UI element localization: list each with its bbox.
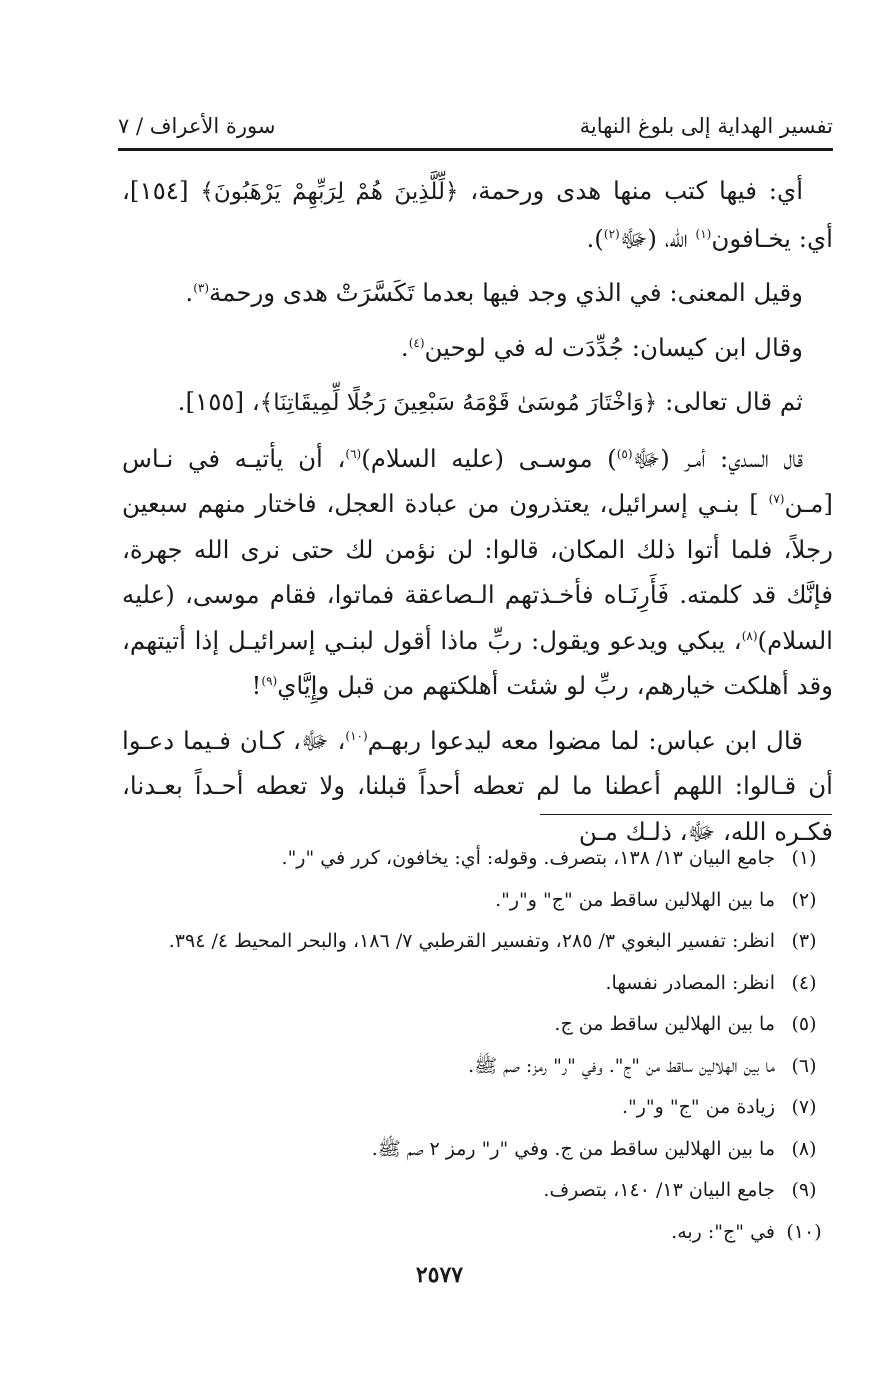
footnote-text: في "ج": ربه.: [671, 1220, 775, 1243]
paragraph-1: [122, 168, 833, 261]
footnote-ref[interactable]: (١٠): [345, 728, 368, 743]
main-text: [122, 168, 833, 863]
footnote-number: (٥): [791, 1013, 817, 1035]
footnote-number: (٤): [791, 971, 817, 994]
footnote-number: (٢): [791, 888, 817, 911]
footnote-ref[interactable]: (٤): [408, 335, 425, 350]
footnote-text: انظر: المصادر نفسها.: [605, 971, 775, 994]
footnote-text: جامع البيان ١٣/ ١٤٠، بتصرف.: [543, 1179, 775, 1201]
footnote-number: (٨): [791, 1137, 817, 1160]
footnote-text: ما بين الهلالين ساقط من "ج" و"ر".: [495, 888, 775, 911]
text-run: ، ﷻ، كـان فـيما دعـوا أن قـالوا: اللهم أعطنا ما لم تعطه أحداً قبلنا، ولا تعطه أحـداً بعـدنا، فكـره الله، ﷻ، ذلـك مـن: [122, 725, 833, 846]
text-run: ، [١٥٥].: [177, 387, 260, 416]
text-run: [١٥٤]، أي: يخـافون: [122, 176, 833, 253]
footnote-item: [120, 963, 833, 1005]
footnote-ref[interactable]: (٩): [261, 673, 278, 688]
footnote-item: [120, 1212, 833, 1254]
header-divider: [118, 148, 833, 151]
footnote-text: ما بين الهلالين ساقط من ج.: [554, 1013, 775, 1035]
paragraph-6: [122, 718, 833, 855]
footnote-text: جامع البيان ١٣/ ١٣٨، بتصرف. وقوله: أي: يخافون، كرر في "ر".: [281, 847, 775, 869]
quran-verse: ﴿لِّلَّذِينَ هُمْ لِرَبِّهِمْ يَرْهَبُونَ﴾: [200, 179, 459, 205]
footnote-number: (١٠): [786, 1220, 822, 1243]
paragraph-3: [122, 325, 833, 371]
text-run: ، يبكي ويدعو ويقول: ربِّ ماذا أقول لبنـي إسرائيـل إذا أتيتهم، وقد أهلكت خيارهم، ربِّ لو شئت أهلكتهم من قبل وإِيَّاي: [122, 625, 833, 700]
page-number: ٢٥٧٧: [415, 1262, 464, 1288]
text-run: ).: [586, 223, 604, 253]
footnote-item: [120, 838, 833, 880]
text-run: ثم قال تعالى:: [657, 387, 803, 416]
text-run: الله، (ﷻ: [619, 223, 696, 253]
text-run: قال ابن عباس: لما مضوا معه ليدعوا ربهـم: [367, 725, 803, 755]
footnote-text: زيادة من "ج" و"ر".: [621, 1096, 775, 1118]
footnote-item: [120, 1129, 833, 1171]
paragraph-2: [122, 270, 833, 316]
paragraph-5: [122, 436, 833, 709]
footnote-item: [120, 921, 833, 963]
footnote-ref[interactable]: (٧): [768, 491, 785, 506]
footnote-divider: [540, 814, 832, 815]
footnote-number: (٣): [791, 930, 817, 952]
footnote-ref[interactable]: (٥): [616, 446, 633, 461]
text-run: أي: فيها كتب منها هدى ورحمة،: [458, 176, 803, 205]
footnote-item: [120, 1046, 833, 1088]
footnote-ref[interactable]: (١): [695, 226, 712, 241]
text-run: قال السدي: أمـر (ﷻ: [632, 443, 804, 473]
footnote-ref[interactable]: (٨): [741, 628, 758, 643]
text-run: ، أن يأتيـه في نـاس [مـن: [122, 443, 833, 518]
footnote-item: [120, 1170, 833, 1212]
footnotes: [120, 838, 833, 1253]
footnote-number: (٧): [791, 1096, 817, 1118]
footnote-item: [120, 880, 833, 922]
footnote-item: [120, 1004, 833, 1046]
text-run: ) موسـى (عليه السلام): [361, 443, 617, 473]
footnote-text: ما بين الهلالين ساقط من ج. وفي "ر" رمز ٢ صم ﷺ.: [371, 1137, 775, 1160]
text-run: ] بنـي إسرائيل، يعتذرون من عبادة العجل، فاختار منهم سبعين رجلاً، فلما أتوا ذلك المكان، قالوا: لن نؤمن لك حتى نرى الله جهرة، فإنَّك قد كلمته. فَأَرِنَـاه فأخـذتهم الـصاعقة فماتوا، فقام موسى، (عليه السلام): [122, 489, 833, 655]
footnote-number: (١): [791, 847, 817, 869]
footnote-text: انظر: تفسير البغوي ٣/ ٢٨٥، وتفسير القرطبي ٧/ ١٨٦، والبحر المحيط ٤/ ٣٩٤.: [168, 930, 775, 952]
text-run: وقال ابن كيسان: جُدِّدَت له في لوحين: [424, 332, 803, 362]
book-title: تفسير الهداية إلى بلوغ النهاية: [579, 114, 833, 138]
running-header: [118, 108, 833, 144]
footnote-ref[interactable]: (٦): [345, 446, 362, 461]
paragraph-4: [122, 379, 833, 427]
text-run: وقيل المعنى: في الذي وجد فيها بعدما تَكَسَّرَتْ هدى ورحمة: [209, 278, 803, 307]
quran-verse: ﴿وَاخْتَارَ مُوسَىٰ قَوْمَهُ سَبْعِينَ رَجُلًا لِّمِيقَاتِنَا﴾: [259, 390, 658, 416]
footnote-number: (٩): [791, 1179, 817, 1201]
text-run: .: [185, 278, 194, 307]
footnote-ref[interactable]: (٣): [193, 280, 210, 295]
footnote-ref[interactable]: (٢): [603, 226, 620, 241]
footnote-text: ما بين الهلالين ساقط من "ج". وفي "ر" رمز: صم ﷺ.: [468, 1054, 775, 1077]
text-run: !: [251, 671, 262, 700]
surah-reference: سورة الأعراف / ٧: [118, 114, 276, 138]
footnote-item: [120, 1087, 833, 1129]
text-run: .: [400, 332, 409, 362]
footnote-number: (٦): [791, 1054, 817, 1077]
